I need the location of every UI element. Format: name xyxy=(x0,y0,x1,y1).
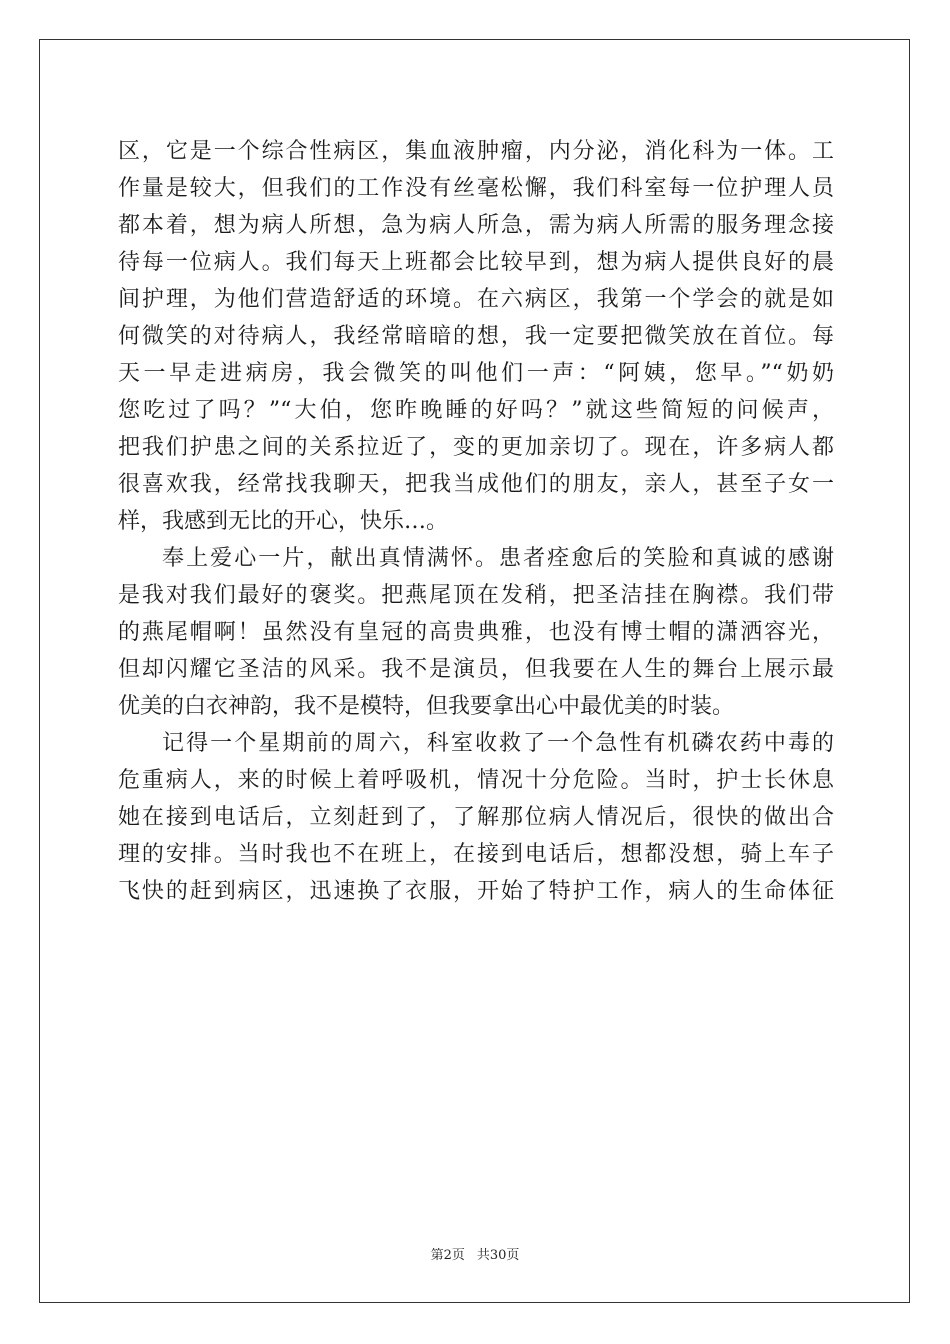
text-line: 待每一位病人。我们每天上班都会比较早到，想为病人提供良好的晨 xyxy=(118,250,834,275)
text-line: 很喜欢我，经常找我聊天，把我当成他们的朋友，亲人，甚至子女一 xyxy=(118,472,834,497)
page-footer xyxy=(0,1244,950,1263)
text-line: 危重病人，来的时候上着呼吸机，情况十分危险。当时，护士长休息 xyxy=(118,768,834,793)
text-line: 区，它是一个综合性病区，集血液肿瘤，内分泌，消化科为一体。工 xyxy=(118,139,834,164)
text-line: 天一早走进病房，我会微笑的叫他们一声：“阿姨，您早。”“奶奶 xyxy=(118,361,834,386)
text-line: 样，我感到无比的开心，快乐…。 xyxy=(118,509,449,534)
text-line: 奉上爱心一片，献出真情满怀。患者痊愈后的笑脸和真诚的感谢 xyxy=(162,546,834,571)
page-total: 共30页 xyxy=(476,1248,520,1263)
text-line: 的燕尾帽啊！虽然没有皇冠的高贵典雅，也没有博士帽的潇洒容光， xyxy=(118,620,834,645)
text-line: 都本着，想为病人所想，急为病人所急，需为病人所需的服务理念接 xyxy=(118,213,834,238)
text-line: 间护理，为他们营造舒适的环境。在六病区，我第一个学会的就是如 xyxy=(118,287,834,312)
text-line: 何微笑的对待病人，我经常暗暗的想，我一定要把微笑放在首位。每 xyxy=(118,324,834,349)
text-line: 记得一个星期前的周六，科室收救了一个急性有机磷农药中毒的 xyxy=(162,731,834,756)
text-line: 优美的白衣神韵，我不是模特，但我要拿出心中最优美的时装。 xyxy=(118,694,735,719)
paragraph-2 xyxy=(118,540,834,725)
text-line: 理的安排。当时我也不在班上，在接到电话后，想都没想，骑上车子 xyxy=(118,842,834,867)
paragraph-3 xyxy=(118,725,834,910)
text-line: 把我们护患之间的关系拉近了，变的更加亲切了。现在，许多病人都 xyxy=(118,435,834,460)
text-line: 但却闪耀它圣洁的风采。我不是演员，但我要在人生的舞台上展示最 xyxy=(118,657,834,682)
paragraph-1 xyxy=(118,133,834,540)
text-line: 是我对我们最好的褒奖。把燕尾顶在发稍，把圣洁挂在胸襟。我们带 xyxy=(118,583,834,608)
text-line: 她在接到电话后，立刻赶到了，了解那位病人情况后，很快的做出合 xyxy=(118,805,834,830)
page-number: 第2页 xyxy=(430,1248,465,1263)
text-line: 飞快的赶到病区，迅速换了衣服，开始了特护工作，病人的生命体征 xyxy=(118,879,834,904)
text-line: 您吃过了吗？”“大伯，您昨晚睡的好吗？”就这些简短的问候声， xyxy=(118,398,834,423)
text-line: 作量是较大，但我们的工作没有丝毫松懈，我们科室每一位护理人员 xyxy=(118,176,834,201)
document-body xyxy=(118,133,834,910)
